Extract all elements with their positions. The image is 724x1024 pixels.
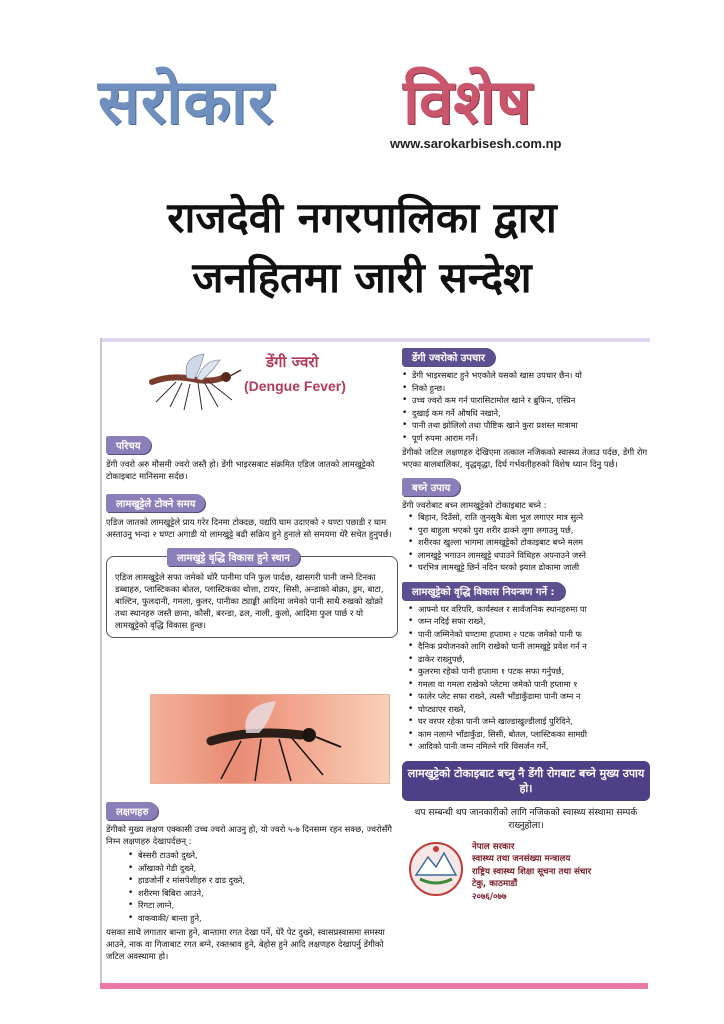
site-url[interactable]: www.sarokarbisesh.com.np (390, 136, 562, 151)
list-item-continuation: • घोप्ट्याएर राख्ने, (408, 703, 650, 716)
intro-text: डेंगी ज्वरो अरु मौसमी ज्वरो जस्तै हो। डेंगी भाइरसबाट संक्रमित एडिज जातको लामखुट्टेको टोकाइबाट मानिसमा सर्दछ। (106, 459, 375, 481)
list-item: • शरीरका खुल्ला भागमा लामखुट्टेको टोकाइबाट बच्ने मलम (408, 536, 650, 549)
prevention-list (408, 511, 650, 574)
treatment-text: डेंगीको जटिल लक्षणहरु देखिएमा तत्काल नजिकको स्वास्थ्य तेजाउ पर्दछ, डेंगी रोग भएका बालबालिका, वृद्धवृद्धा, दिर्घ गर्भवतीहरुको विशेष ध्यान दिनु पर्छ। (402, 447, 648, 469)
poster-title-block (106, 338, 394, 416)
prevention-heading: बच्ने उपाय (402, 478, 460, 496)
symptoms-list (128, 849, 398, 924)
list-item-continuation: • दुखाई कम गर्ने औषधि नखाने, (402, 407, 650, 420)
bite-time-heading: लामखुट्टेले टोक्ने समय (106, 494, 205, 512)
list-item: • डेंगी भाइरसबाट हुने भएकोले यसको खास उपचार छैन। यो (402, 369, 650, 382)
contact-note: थप सम्बन्धी थप जानकारीको लागि नजिकको स्वास्थ्य संस्थामा सम्पर्क राख्नुहोला। (414, 807, 638, 831)
prevention-intro: डेंगी ज्वरोबाट बच्न लामखुट्टेको टोकाइबाट बच्ने : (402, 500, 547, 510)
issuer-text (472, 841, 591, 904)
list-item-continuation: • फालेर प्लेट सफा राख्ने, त्यस्तै भाँडाकुँडामा पानी जम्न न (408, 690, 650, 703)
poster-right-column (402, 346, 650, 919)
government-emblem-icon (408, 841, 464, 897)
list-item-continuation: • निको हुन्छ। (402, 382, 650, 395)
list-item: • बेस्सरी टाउको दुख्ने, (128, 849, 398, 862)
list-item: • कुलरमा रहेको पानी हप्तामा १ पटक सफा गर्नुपर्छ, (408, 665, 650, 678)
breeding-text: एडिज लामखुट्टेले सफा जमेको थोरै पानीमा पनि फुल पार्दछ, खासगरी पानी जम्ने टिनका डब्बाहरु, प्लास्टिकका बोतल, प्लास्टिकका थोत्ता, टायर, सिसी, अन्डाको बोक्रा, ड्रम, बाटा, बाल्टिन, फुलदानी, गमला, कुलर, पानीका ट्याङ्की आदिमा जमेको पानी साथै रुखको खोक्रो तथा स्थानहरु जस्तै छाना, कौसी, बरन्डा, ढल, नाली, कुलो, आदिमा फुल पार्छ र यो लामखुट्टेको वृद्धि विकास हुन्छ। (115, 572, 384, 630)
dengue-poster (100, 338, 648, 988)
issuer-line-3: राष्ट्रिय स्वास्थ्य शिक्षा सूचना तथा संचार (472, 866, 592, 877)
list-item-continuation: • जम्न नदिई सफा राख्ने, (408, 615, 650, 628)
list-item-continuation: • ढाकेर राख्नुपर्छ, (408, 653, 650, 666)
brand-name-part1: सरोकार (98, 65, 275, 138)
issuer-line-4: टेकु, काठमाडौं (472, 879, 518, 889)
list-item: • हाडजोर्नी र मांसपेशीहरु र ढाड दुख्ने, (128, 874, 398, 887)
mosquito-on-skin-icon (151, 695, 391, 785)
list-item: • दैनिक प्रयोजनको लागि राखेको पानी लामखुट्टे प्रवेश गर्न न (408, 640, 650, 653)
list-item: • आफ्नो घर वरिपरि, कार्यस्थल र सार्वजनिक स्थानहरुमा पा (408, 603, 650, 616)
poster-bottom-stripe (100, 983, 648, 989)
headline-line-1: राजदेवी नगरपालिका द्वारा (167, 193, 557, 242)
list-item: • घर वरपर रहेका पानी जम्ने खाल्डाखुल्डीलाई पुरिदिने, (408, 715, 650, 728)
symptoms-heading: लक्षणहरु (106, 802, 158, 820)
list-item-continuation: • आदिको पानी जम्न नमिल्ने गरि विसर्जन गर्ने, (408, 740, 650, 753)
list-item: • आँखाको गेडी दुख्ने, (128, 862, 398, 875)
mosquito-icon (142, 352, 242, 412)
poster-left-column (106, 434, 398, 638)
issuer-line-2: स्वास्थ्य तथा जनसंख्या मन्त्रालय (472, 854, 571, 864)
masthead (98, 58, 658, 151)
breeding-heading: लामखुट्टे वृद्धि विकास हुने स्थान (167, 548, 300, 566)
symptoms-outro: यसका साथै लगातार बान्ता हुने, बान्तामा रगत देखा पर्ने, धेरै पेट दुख्ने, स्वासप्रस्वासमा समस्या आउने, नाक वा गिजाबाट रगत बग्ने, रक्तश्राव हुने, बेहोस हुने आदि लक्षणहरु देखापर्नु डेंगीको जटिल अवस्थामा हो। (106, 927, 385, 961)
control-list (408, 603, 650, 753)
issuer-line-5: २०७६/०७७ (472, 891, 507, 902)
intro-heading: परिचय (106, 436, 151, 454)
list-item: • पूर्ण रुपमा आराम गर्ने। (402, 432, 650, 445)
list-item: • लामखुट्टे भगाउन लामखुट्टे धपाउने विधिहरु अपनाउने जस्ने (408, 549, 650, 562)
issuer-line-1: नेपाल सरकार (472, 841, 515, 852)
symptoms-section (106, 800, 398, 962)
key-message-banner: लामखुट्टेको टोकाइबाट बच्नु नै डेंगी रोगबाट बच्ने मुख्य उपाय हो। (402, 761, 650, 801)
list-item: • बिहान, दिउँसो, राति जुनसुकै बेला भुल लगाएर मात्र सुत्ने (408, 511, 650, 524)
list-item: • रिंगटा लाग्ने, (128, 899, 398, 912)
list-item: • काम नलाग्ने भाँडाकुँडा, सिसी, बोतल, प्लास्टिकका सामग्री (408, 728, 650, 741)
treatment-heading: डेंगी ज्वरोको उपचार (402, 348, 495, 366)
issuer-block (402, 839, 650, 919)
breeding-box (106, 553, 398, 638)
list-item: • पुरा बाहुला भएको पुरा शरीर ढाक्ने लुगा लगाउनु पर्छ, (408, 524, 650, 537)
headline-line-2: जनहितमा जारी सन्देश (192, 253, 532, 302)
list-item: • वाकवाकी/ बान्ता हुने, (128, 912, 398, 925)
control-heading: लामखुट्टेको वृद्धि विकास नियन्त्रण गर्ने : (402, 582, 565, 600)
bite-time-text: एडिज जातको लामखुट्टेले प्राय गरेर दिनमा टोक्दछ, यद्यपि घाम उदाएको २ घण्टा पछाडी र घाम अस्ताउनु भन्दा २ घण्टा अगाडी यो लामखुट्टे बढी सक्रिय हुने हुनाले सो समयमा धेरै सचेत हुनुपर्छ। (106, 517, 392, 539)
mosquito-photo (150, 694, 390, 784)
brand-name-part2: विशेष (403, 65, 532, 138)
treatment-list (402, 369, 650, 444)
poster-title-np: डेंगी ज्वरो (266, 353, 319, 371)
list-item: • उच्च ज्वरो कम गर्न पारासिटामोल खाने र ब्रुफिन, एस्प्रिन (402, 394, 650, 407)
list-item: • शरीरमा बिबिरा आउने, (128, 887, 398, 900)
list-item: • पानी तथा झोलिलो तथा पौष्टिक खाने कुरा प्रशस्त मात्रामा (402, 419, 650, 432)
poster-title-en: (Dengue Fever) (244, 378, 346, 394)
symptoms-intro: डेंगीको मुख्य लक्षण एक्कासी उच्च ज्वरो आउनु हो, यो ज्वरो ५-७ दिनसम्म रहन सक्छ, ज्वरोसँगै निम्न लक्षणहरु देखापर्दछन् : (106, 824, 393, 846)
list-item: • पानी जम्मिनेको घण्टामा हप्तामा २ पटक जमेको पानी फ (408, 628, 650, 641)
list-item: • घरभित्र लामखुट्टे छिर्न नदिन घरको झ्याल ढोकामा जाली (408, 561, 650, 574)
list-item: • गमला वा गमला राखेको प्लेटमा जमेको पानी हप्तामा १ (408, 678, 650, 691)
